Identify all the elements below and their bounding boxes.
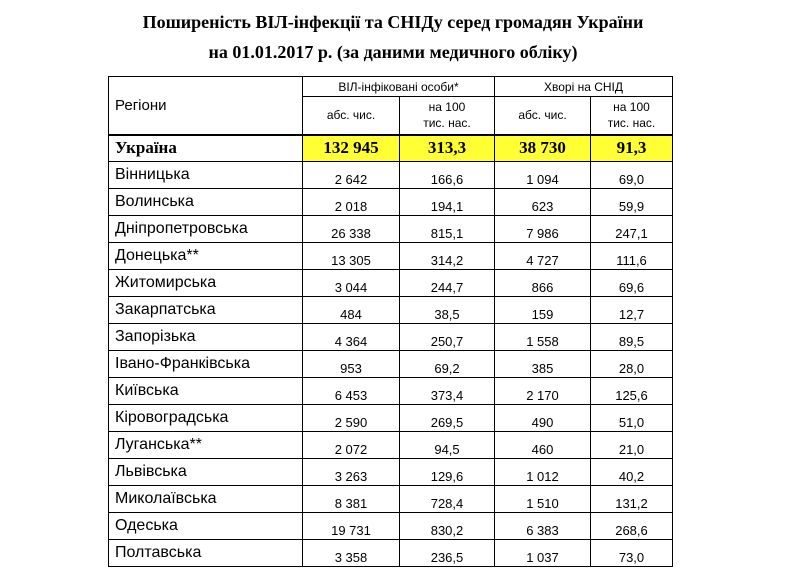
aids-rate-value: 69,0: [591, 162, 673, 189]
hiv-abs-value: 3 263: [303, 459, 400, 486]
region-name: Одеська: [109, 513, 303, 540]
table-row: [109, 243, 673, 270]
region-name: Донецька**: [109, 243, 303, 270]
hiv-abs-value: 8 381: [303, 486, 400, 513]
table-row: [109, 486, 673, 513]
aids-rate-value: 21,0: [591, 432, 673, 459]
hiv-rate-value: 194,1: [400, 189, 495, 216]
hiv-aids-table: [108, 76, 673, 567]
aids-rate-header: на 100 тис. нас.: [591, 97, 673, 135]
aids-abs-value: 159: [495, 297, 591, 324]
table-row: [109, 189, 673, 216]
region-name: Миколаївська: [109, 486, 303, 513]
aids-abs-value: 6 383: [495, 513, 591, 540]
table-row: [109, 513, 673, 540]
table-row-total: [109, 135, 673, 162]
table-row: [109, 351, 673, 378]
region-name: Закарпатська: [109, 297, 303, 324]
aids-rate-value: 247,1: [591, 216, 673, 243]
hiv-abs-value: 2 590: [303, 405, 400, 432]
region-name: Україна: [109, 135, 303, 162]
region-name: Запорізька: [109, 324, 303, 351]
hiv-rate-value: 38,5: [400, 297, 495, 324]
hiv-abs-value: 132 945: [303, 135, 400, 162]
aids-abs-value: 1 510: [495, 486, 591, 513]
hiv-abs-value: 2 018: [303, 189, 400, 216]
hiv-rate-value: 830,2: [400, 513, 495, 540]
region-name: Дніпропетровська: [109, 216, 303, 243]
aids-abs-value: 4 727: [495, 243, 591, 270]
hiv-rate-value: 815,1: [400, 216, 495, 243]
hiv-rate-value: 373,4: [400, 378, 495, 405]
aids-abs-value: 7 986: [495, 216, 591, 243]
region-name: Івано-Франківська: [109, 351, 303, 378]
aids-rate-value: 91,3: [591, 135, 673, 162]
aids-rate-value: 12,7: [591, 297, 673, 324]
aids-abs-value: 866: [495, 270, 591, 297]
region-name: Вінницька: [109, 162, 303, 189]
hiv-abs-value: 26 338: [303, 216, 400, 243]
aids-rate-value: 89,5: [591, 324, 673, 351]
hiv-abs-value: 484: [303, 297, 400, 324]
aids-abs-value: 2 170: [495, 378, 591, 405]
hiv-abs-value: 2 072: [303, 432, 400, 459]
hiv-abs-value: 6 453: [303, 378, 400, 405]
hiv-abs-value: 3 044: [303, 270, 400, 297]
hiv-rate-value: 250,7: [400, 324, 495, 351]
aids-rate-value: 51,0: [591, 405, 673, 432]
hiv-rate-value: 314,2: [400, 243, 495, 270]
aids-rate-value: 268,6: [591, 513, 673, 540]
aids-abs-value: 460: [495, 432, 591, 459]
table-row: [109, 405, 673, 432]
aids-abs-value: 1 558: [495, 324, 591, 351]
aids-rate-value: 125,6: [591, 378, 673, 405]
hiv-abs-value: 13 305: [303, 243, 400, 270]
table-row: [109, 459, 673, 486]
table-row: [109, 297, 673, 324]
hiv-rate-value: 269,5: [400, 405, 495, 432]
region-name: Полтавська: [109, 540, 303, 567]
hiv-rate-value: 94,5: [400, 432, 495, 459]
document-title: Поширеність ВІЛ-інфекції та СНІДу серед громадян України: [142, 12, 644, 32]
table-row: [109, 378, 673, 405]
hiv-abs-value: 953: [303, 351, 400, 378]
document-subtitle: на 01.01.2017 р. (за даними медичного обліку): [208, 42, 578, 62]
hiv-abs-value: 3 358: [303, 540, 400, 567]
aids-abs-value: 1 037: [495, 540, 591, 567]
hiv-abs-value: 19 731: [303, 513, 400, 540]
region-name: Кіровоградська: [109, 405, 303, 432]
aids-rate-value: 111,6: [591, 243, 673, 270]
aids-abs-value: 490: [495, 405, 591, 432]
region-name: Луганська**: [109, 432, 303, 459]
region-name: Львівська: [109, 459, 303, 486]
region-name: Київська: [109, 378, 303, 405]
aids-rate-value: 131,2: [591, 486, 673, 513]
hiv-group-header: ВІЛ-інфіковані особи*: [303, 77, 495, 97]
aids-rate-value: 73,0: [591, 540, 673, 567]
aids-abs-header: абс. чис.: [495, 97, 591, 135]
aids-rate-value: 69,6: [591, 270, 673, 297]
hiv-rate-value: 166,6: [400, 162, 495, 189]
hiv-abs-value: 2 642: [303, 162, 400, 189]
hiv-rate-value: 313,3: [400, 135, 495, 162]
region-name: Волинська: [109, 189, 303, 216]
hiv-rate-value: 244,7: [400, 270, 495, 297]
hiv-rate-header: на 100 тис. нас.: [400, 97, 495, 135]
hiv-abs-value: 4 364: [303, 324, 400, 351]
hiv-rate-value: 69,2: [400, 351, 495, 378]
aids-rate-value: 40,2: [591, 459, 673, 486]
table-row: [109, 162, 673, 189]
table-row: [109, 216, 673, 243]
table-row: [109, 432, 673, 459]
hiv-abs-header: абс. чис.: [303, 97, 400, 135]
region-name: Житомирська: [109, 270, 303, 297]
hiv-rate-value: 236,5: [400, 540, 495, 567]
aids-abs-value: 385: [495, 351, 591, 378]
aids-group-header: Хворі на СНІД: [495, 77, 673, 97]
table-row: [109, 270, 673, 297]
hiv-rate-value: 129,6: [400, 459, 495, 486]
regions-header: Регіони: [109, 77, 303, 135]
aids-abs-value: 1 012: [495, 459, 591, 486]
aids-abs-value: 1 094: [495, 162, 591, 189]
aids-abs-value: 38 730: [495, 135, 591, 162]
table-row: [109, 540, 673, 567]
aids-rate-value: 59,9: [591, 189, 673, 216]
table-row: [109, 324, 673, 351]
aids-abs-value: 623: [495, 189, 591, 216]
hiv-rate-value: 728,4: [400, 486, 495, 513]
aids-rate-value: 28,0: [591, 351, 673, 378]
